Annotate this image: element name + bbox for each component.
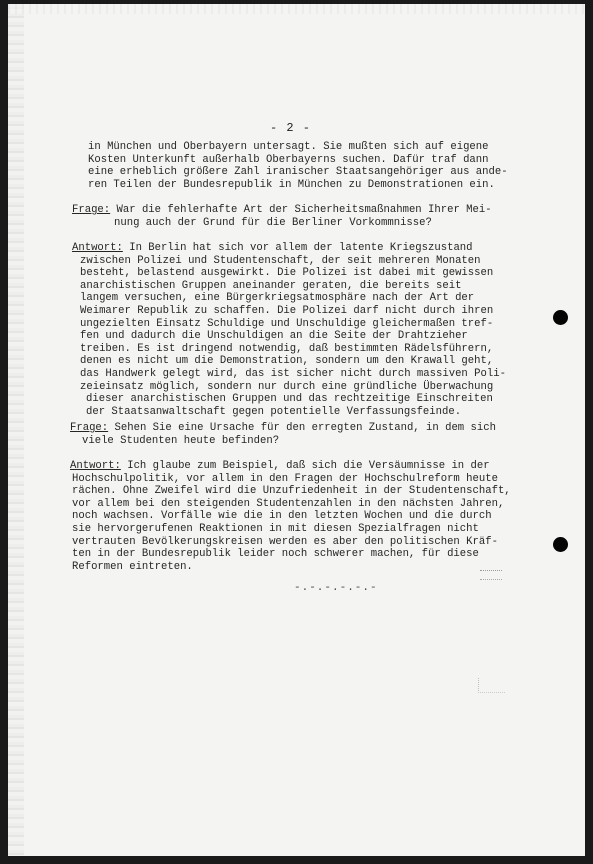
text-line: anarchistischen Gruppen aneinander geraten, die bereits seit: [80, 279, 462, 292]
text-line: ungezielten Einsatz Schuldige und Unschuldige gleichermaßen tref-: [80, 317, 494, 330]
text-line: treiben. Es ist dringend notwendig, daß bestimmten Rädelsführern,: [80, 342, 494, 355]
question-2: [70, 422, 496, 447]
punch-hole: [553, 310, 568, 325]
end-separator: -.-.-.-.-.-: [294, 582, 378, 594]
text-line: [72, 204, 492, 217]
question-1: [72, 204, 492, 229]
scan-noise-top: [8, 4, 585, 14]
text-line: zeieinsatz möglich, sondern nur durch eine gründliche Überwachung: [80, 380, 494, 393]
text-line: Kosten Unterkunft außerhalb Oberbayerns suchen. Dafür traf dann: [88, 153, 489, 166]
text-line: [70, 460, 511, 473]
text-line: Weimarer Republik zu schaffen. Die Polizei darf nicht durch ihren: [80, 304, 494, 317]
scan-noise-left: [8, 4, 24, 856]
text-line: viele Studenten heute befinden?: [82, 434, 280, 447]
answer-text: Ich glaube zum Beispiel, daß sich die Versäumnisse in der: [120, 460, 490, 472]
faint-scan-mark: [478, 678, 505, 693]
text-line: zwischen Polizei und Studentenschaft, der seit mehreren Monaten: [80, 254, 481, 267]
answer-label: Antwort:: [72, 242, 123, 254]
text-line: denen es nicht um die Demonstration, sondern um den Krawall geht,: [80, 355, 494, 368]
document-page: [8, 4, 585, 856]
text-line: vor allem bei den steigenden Studentenzahlen in den nächsten Jahren,: [72, 497, 505, 510]
text-line: dieser anarchistischen Gruppen und das rechtzeitige Einschreiten: [86, 393, 493, 406]
answer-2: [70, 460, 511, 573]
text-line: [72, 242, 506, 255]
text-line: [70, 422, 496, 435]
answer-label: Antwort:: [70, 460, 121, 472]
text-line: besteht, belastend ausgewirkt. Die Polizei ist dabei mit gewissen: [80, 267, 494, 280]
text-line: fen und dadurch die Unschuldigen an die Seite der Drahtzieher: [80, 330, 468, 343]
text-line: sie hervorgerufenen Reaktionen in mit diesen Spezialfragen nicht: [72, 522, 479, 535]
text-line: noch wachsen. Vorfälle wie die in den letzten Wochen und die durch: [72, 510, 492, 523]
text-line: Hochschulpolitik, vor allem in den Fragen der Hochschulreform heute: [72, 472, 498, 485]
faint-stamp-mark: [480, 570, 502, 580]
text-line: eine erheblich größere Zahl iranischer Staatsangehöriger aus ande-: [88, 166, 508, 179]
text-line: langem versuchen, eine Bürgerkriegsatmosphäre nach der Art der: [80, 292, 475, 305]
answer-1: [72, 242, 506, 418]
page-number: - 2 -: [270, 121, 312, 135]
text-line: rächen. Ohne Zweifel wird die Unzufriedenheit in der Studentenschaft,: [72, 485, 511, 498]
question-text: Sehen Sie eine Ursache für den erregten Zustand, in dem sich: [108, 422, 496, 434]
question-label: Frage:: [70, 422, 109, 434]
text-line: ren Teilen der Bundesrepublik in München zu Demonstrationen ein.: [88, 178, 495, 191]
question-label: Frage:: [72, 204, 111, 216]
text-line: vertrauten Bevölkerungskreisen werden es aber den politischen Kräf-: [72, 535, 498, 548]
punch-hole: [553, 537, 568, 552]
intro-paragraph: [88, 141, 508, 191]
text-line: ten in der Bundesrepublik leider noch schwerer machen, für diese: [72, 548, 479, 561]
text-line: nung auch der Grund für die Berliner Vorkommnisse?: [114, 216, 432, 229]
text-line: Reformen eintreten.: [72, 560, 193, 573]
text-line: das Handwerk gelegt wird, das ist sicher nicht durch massiven Poli-: [80, 367, 506, 380]
text-line: der Staatsanwaltschaft gegen potentielle Verfassungsfeinde.: [86, 405, 462, 418]
text-line: in München und Oberbayern untersagt. Sie mußten sich auf eigene: [88, 141, 489, 153]
question-text: War die fehlerhafte Art der Sicherheitsmaßnahmen Ihrer Mei-: [110, 204, 492, 216]
answer-text: In Berlin hat sich vor allem der latente Kriegszustand: [122, 242, 473, 254]
